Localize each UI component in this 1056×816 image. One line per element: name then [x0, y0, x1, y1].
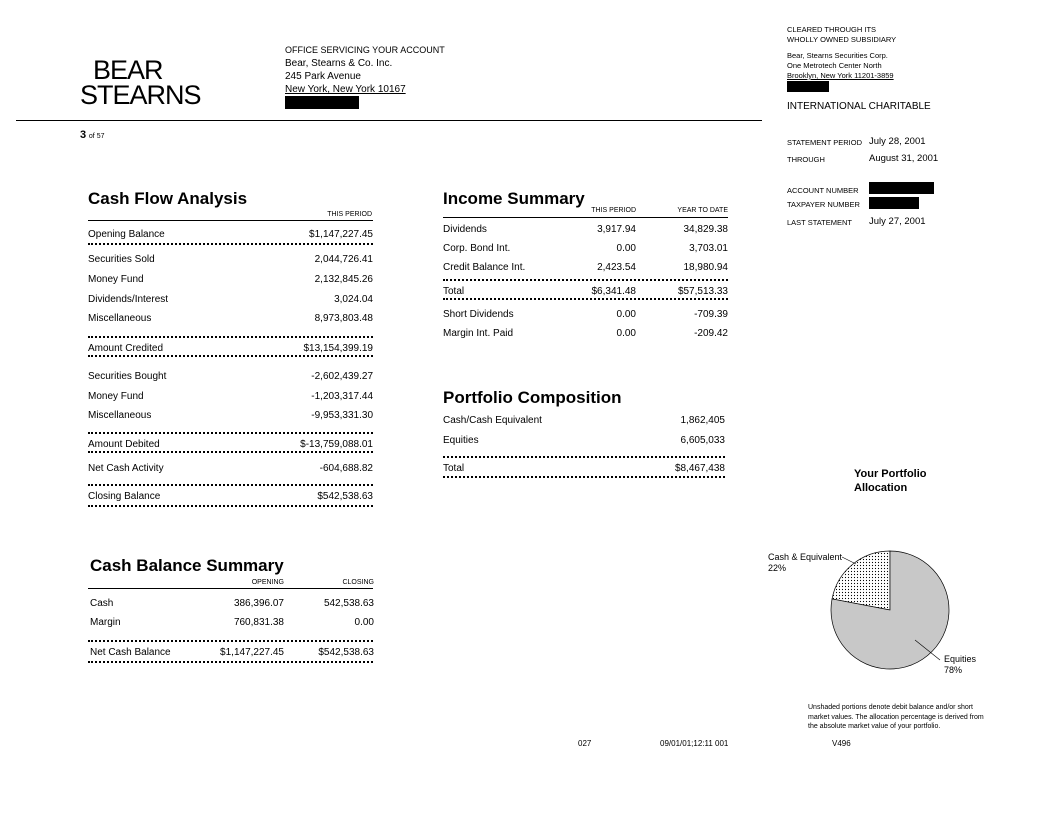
statement-period-value: July 28, 2001	[869, 136, 926, 147]
row-label: Margin	[90, 617, 121, 628]
dotted-rule	[88, 484, 373, 486]
dotted-rule	[88, 640, 373, 642]
slice-label-cash: Cash & Equivalent	[768, 552, 843, 562]
rule	[88, 588, 373, 589]
dotted-rule	[88, 505, 373, 507]
row-label: Amount Debited	[88, 439, 160, 450]
row-value: 0.00	[616, 328, 636, 339]
logo-line1: BEAR	[93, 55, 163, 85]
row-value: 3,917.94	[597, 224, 636, 235]
row-label: Equities	[443, 435, 479, 446]
row-value: $1,147,227.45	[309, 229, 373, 240]
cash-balance-col-opening: OPENING	[251, 579, 284, 586]
row-label: Closing Balance	[88, 491, 161, 502]
account-number-label: ACCOUNT NUMBER	[787, 186, 859, 195]
redacted-block	[787, 81, 829, 92]
row-value: 542,538.63	[323, 598, 374, 609]
row-value: $57,513.33	[677, 286, 728, 297]
cash-flow-row	[88, 463, 388, 477]
through-value: August 31, 2001	[869, 153, 939, 164]
clearing-line2: WHOLLY OWNED SUBSIDIARY	[787, 35, 897, 44]
footer-timestamp: 09/01/01;12:11 001	[660, 739, 729, 748]
bear-stearns-logo	[80, 55, 201, 110]
redacted-block	[869, 197, 919, 209]
row-value: 0.00	[616, 243, 636, 254]
portfolio-row	[443, 435, 743, 449]
row-label: Opening Balance	[88, 229, 165, 240]
row-label: Short Dividends	[443, 309, 514, 320]
row-label: Securities Sold	[88, 254, 155, 265]
row-label: Credit Balance Int.	[443, 262, 526, 273]
row-label: Money Fund	[88, 274, 144, 285]
portfolio-row	[443, 415, 743, 429]
slice-label-equities: Equities	[944, 654, 977, 664]
income-col-ytd: YEAR TO DATE	[677, 207, 728, 214]
dotted-rule	[443, 298, 728, 300]
cash-flow-title: Cash Flow Analysis	[88, 189, 248, 208]
office-city: New York, New York 10167	[285, 84, 406, 95]
row-label: Margin Int. Paid	[443, 328, 514, 339]
income-row	[443, 224, 743, 238]
income-row	[443, 262, 743, 276]
row-value: $6,341.48	[591, 286, 636, 297]
row-label: Cash	[90, 598, 114, 609]
allocation-note: Unshaded portions denote debit balance and/or short market values. The allocation percentage is derived from the absolute market value of your portfolio.	[808, 704, 984, 730]
clearing-street: One Metrotech Center North	[787, 61, 882, 70]
slice-pct-cash: 22%	[768, 563, 787, 573]
dotted-rule	[443, 476, 725, 478]
row-value: -9,953,331.30	[311, 410, 373, 421]
row-value: 0.00	[354, 617, 374, 628]
dotted-rule	[88, 432, 373, 434]
office-street: 245 Park Avenue	[285, 71, 361, 82]
rule	[443, 217, 728, 218]
portfolio-title: Portfolio Composition	[443, 388, 622, 407]
clearing-info	[787, 25, 896, 92]
dotted-rule	[443, 279, 728, 281]
row-label: Amount Credited	[88, 343, 164, 354]
row-value: 3,024.04	[334, 294, 373, 305]
cash-flow-row	[88, 254, 388, 268]
row-label: Corp. Bond Int.	[443, 243, 511, 254]
dotted-rule	[88, 355, 373, 357]
row-label: Dividends/Interest	[88, 294, 169, 305]
row-label: Total	[443, 463, 465, 474]
dotted-rule	[88, 451, 373, 453]
row-value: -2,602,439.27	[311, 371, 373, 382]
row-value: 8,973,803.48	[314, 313, 373, 324]
clearing-name: Bear, Stearns Securities Corp.	[787, 51, 888, 60]
dotted-rule	[443, 456, 725, 458]
cash-flow-row	[88, 391, 388, 405]
row-label: Money Fund	[88, 391, 144, 402]
row-value: 18,980.94	[683, 262, 728, 273]
allocation-pie-chart	[760, 540, 1000, 680]
clearing-line1: CLEARED THROUGH ITS	[787, 25, 877, 34]
footer-code2: V496	[832, 739, 851, 748]
row-label: Miscellaneous	[88, 410, 152, 421]
page-number	[80, 129, 104, 141]
row-value: 3,703.01	[689, 243, 728, 254]
account-name: INTERNATIONAL CHARITABLE	[787, 101, 931, 112]
row-label: Securities Bought	[88, 371, 167, 382]
row-value: -1,203,317.44	[311, 391, 373, 402]
income-row	[443, 309, 743, 323]
row-value: -709.39	[694, 309, 728, 320]
row-label: Dividends	[443, 224, 487, 235]
row-value: $542,538.63	[318, 647, 374, 658]
last-statement-label: LAST STATEMENT	[787, 218, 853, 227]
cash-flow-row	[88, 294, 388, 308]
cash-flow-row	[88, 229, 388, 243]
portfolio-row	[443, 463, 743, 477]
leader-line	[842, 557, 856, 564]
row-label: Cash/Cash Equivalent	[443, 415, 542, 426]
office-address	[285, 44, 445, 109]
row-label: Net Cash Activity	[88, 463, 164, 474]
row-value: $13,154,399.19	[303, 343, 373, 354]
dotted-rule	[88, 661, 373, 663]
office-label: OFFICE SERVICING YOUR ACCOUNT	[285, 45, 445, 55]
cash-balance-row	[90, 647, 390, 661]
redacted-block	[285, 96, 359, 109]
last-statement-value: July 27, 2001	[869, 216, 926, 227]
cash-flow-col-header: THIS PERIOD	[327, 211, 372, 218]
income-summary-title: Income Summary	[443, 189, 585, 208]
cash-balance-row	[90, 598, 390, 612]
cash-flow-row	[88, 313, 388, 327]
cash-balance-title: Cash Balance Summary	[90, 556, 284, 575]
through-label: THROUGH	[787, 155, 825, 164]
cash-flow-row	[88, 410, 388, 424]
income-row	[443, 328, 743, 342]
row-value: -209.42	[694, 328, 728, 339]
row-value: 2,132,845.26	[314, 274, 373, 285]
cash-flow-row	[88, 274, 388, 288]
row-value: 6,605,033	[680, 435, 725, 446]
header-rule	[16, 120, 762, 121]
dotted-rule	[88, 243, 373, 245]
taxpayer-number-label: TAXPAYER NUMBER	[787, 200, 860, 209]
row-value: -604,688.82	[319, 463, 373, 474]
row-value: 34,829.38	[683, 224, 728, 235]
rule	[88, 220, 373, 221]
office-name: Bear, Stearns & Co. Inc.	[285, 58, 393, 69]
cash-balance-col-closing: CLOSING	[342, 579, 374, 586]
row-label: Total	[443, 286, 465, 297]
row-value: $-13,759,088.01	[300, 439, 373, 450]
row-value: $8,467,438	[674, 463, 725, 474]
page-num: 3	[80, 129, 87, 141]
slice-pct-equities: 78%	[944, 665, 963, 675]
row-label: Net Cash Balance	[90, 647, 171, 658]
income-row	[443, 243, 743, 257]
row-value: $1,147,227.45	[220, 647, 284, 658]
row-value: $542,538.63	[317, 491, 373, 502]
row-value: 2,044,726.41	[314, 254, 373, 265]
income-col-period: THIS PERIOD	[591, 207, 636, 214]
chart-title: Your Portfolio Allocation	[854, 468, 927, 494]
row-value: 2,423.54	[597, 262, 636, 273]
cash-flow-row	[88, 491, 388, 505]
clearing-city: Brooklyn, New York 11201-3859	[787, 71, 894, 80]
statement-period-label: STATEMENT PERIOD	[787, 138, 863, 147]
row-value: 1,862,405	[680, 415, 725, 426]
dotted-rule	[88, 336, 373, 338]
row-value: 0.00	[616, 309, 636, 320]
page-of: of 57	[88, 133, 105, 140]
row-label: Miscellaneous	[88, 313, 152, 324]
logo-line2: STEARNS	[80, 80, 201, 110]
footer-code1: 027	[578, 739, 592, 748]
cash-flow-row	[88, 371, 388, 385]
row-value: 760,831.38	[233, 617, 284, 628]
redacted-block	[869, 182, 934, 194]
row-value: 386,396.07	[233, 598, 284, 609]
cash-balance-row	[90, 617, 390, 631]
